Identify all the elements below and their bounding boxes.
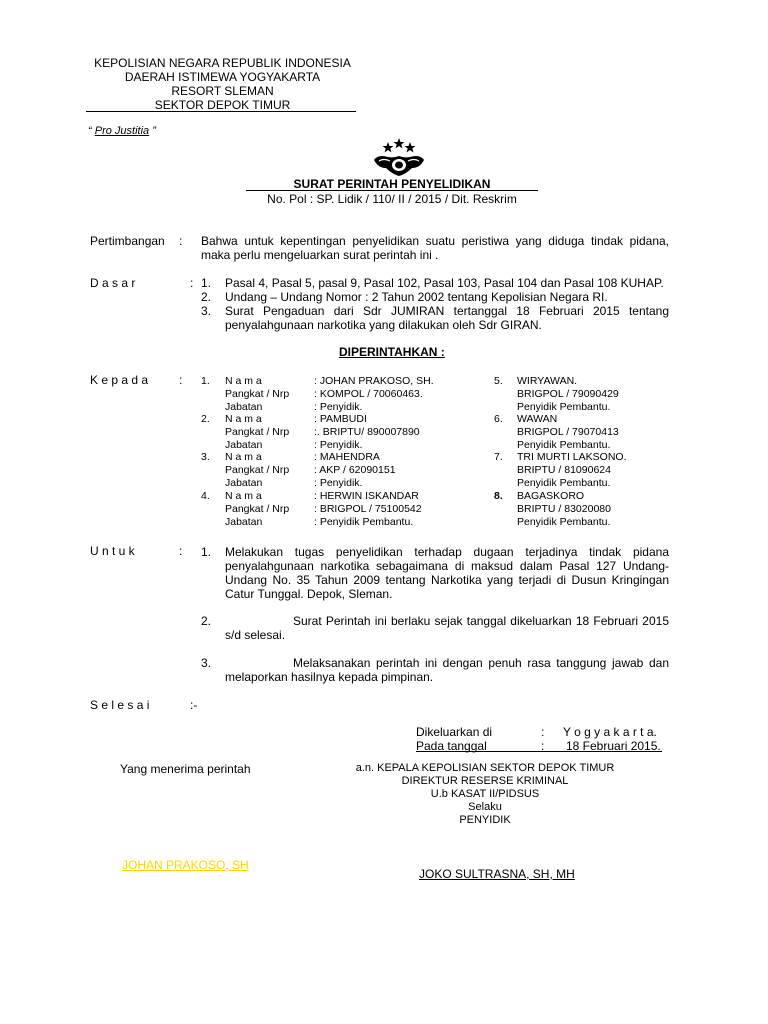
selesai-label: S e l e s a i xyxy=(90,698,150,712)
untuk-colon: : xyxy=(179,544,183,558)
dasar-colon: : xyxy=(190,276,194,290)
person-1-jabatan: : Penyidik. xyxy=(314,401,363,413)
person-3-pangkat: : AKP / 62090151 xyxy=(314,464,396,476)
header-line-4: SEKTOR DEPOK TIMUR xyxy=(154,98,291,112)
person-6-num: 6. xyxy=(494,413,503,425)
person-1-num: 1. xyxy=(201,375,210,387)
untuk-text-2: Surat Perintah ini berlaku sejak tanggal dikeluarkan 18 Februari 2015 s/d selesai. xyxy=(225,614,669,642)
header-underline xyxy=(86,111,356,112)
issuer-line-4: Selaku xyxy=(468,801,502,813)
untuk-num-3: 3. xyxy=(201,656,212,670)
dasar-text-3: Surat Pengaduan dari Sdr JUMIRAN tertanggal 18 Februari 2015 tentang penyalahgunaan narkotika yang dilakukan oleh Sdr GIRAN. xyxy=(225,304,669,332)
person-8-jabatan: Penyidik Pembantu. xyxy=(517,516,611,528)
pro-justitia: “ Pro Justitia ” xyxy=(88,125,156,137)
issued-date-value: 18 Februari 2015. xyxy=(566,739,661,753)
untuk-text-1: Melakukan tugas penyelidikan terhadap dugaan terjadinya tindak pidana penyalahgunaan narkotika sebagaimana di maksud dalam Pasal 127 Undang-Undang No. 35 Tahun 2009 tentang Narkotika yang terjadi di Dusun Kringingan Catur Tunggal. Depok, Sleman. xyxy=(225,545,669,601)
dasar-num-2: 2. xyxy=(201,290,212,304)
person-5-jabatan: Penyidik Pembantu. xyxy=(517,401,611,413)
person-8-num: 8. xyxy=(494,490,503,502)
issuer-line-1: a.n. KEPALA KEPOLISIAN SEKTOR DEPOK TIMUR xyxy=(355,762,615,774)
dasar-text-2: Undang – Undang Nomor : 2 Tahun 2002 tentang Kepolisian Negara RI. xyxy=(225,290,608,304)
title-underline xyxy=(246,190,538,191)
issued-underline xyxy=(416,751,662,752)
person-4-num: 4. xyxy=(201,490,210,502)
person-2-jabatan: : Penyidik. xyxy=(314,439,363,451)
person-6-nama: WAWAN xyxy=(517,413,558,425)
person-6-jabatan: Penyidik Pembantu. xyxy=(517,439,611,451)
receiver-name: JOHAN PRAKOSO, SH xyxy=(122,858,249,872)
person-4-jabatan: : Penyidik Pembantu. xyxy=(314,516,414,528)
person-3-num: 3. xyxy=(201,451,210,463)
person-4-pangkat-label: Pangkat / Nrp xyxy=(225,503,290,515)
issuer-block xyxy=(340,762,630,827)
person-8-pangkat: BRIPTU / 83020080 xyxy=(517,503,611,515)
dasar-num-3: 3. xyxy=(201,304,212,318)
person-2-nama-label: N a m a xyxy=(225,413,262,425)
receiver-label: Yang menerima perintah xyxy=(120,762,251,776)
person-7-nama: TRI MURTI LAKSONO. xyxy=(517,451,627,463)
issuer-line-3: U.b KASAT II/PIDSUS xyxy=(430,788,540,800)
pertimbangan-text: Bahwa untuk kepentingan penyelidikan suatu peristiwa yang diduga tindak pidana, maka perlu mengeluarkan surat perintah ini . xyxy=(201,234,669,262)
person-3-nama-label: N a m a xyxy=(225,451,262,463)
person-5-pangkat: BRIGPOL / 79090429 xyxy=(517,388,619,400)
issued-date-colon: : xyxy=(541,739,545,753)
person-5-num: 5. xyxy=(494,375,503,387)
untuk-num-1: 1. xyxy=(201,545,212,559)
person-3-jabatan-label: Jabatan xyxy=(225,477,263,489)
person-3-pangkat-label: Pangkat / Nrp xyxy=(225,464,290,476)
person-2-jabatan-label: Jabatan xyxy=(225,439,263,451)
pro-justitia-text: Pro Justitia xyxy=(94,125,150,137)
person-4-nama-label: N a m a xyxy=(225,490,262,502)
person-1-jabatan-label: Jabatan xyxy=(225,401,263,413)
header-line-1: KEPOLISIAN NEGARA REPUBLIK INDONESIA xyxy=(94,56,351,70)
issued-place-value: Y o g y a k a r t a. xyxy=(563,725,657,739)
pertimbangan-label: Pertimbangan xyxy=(90,234,165,248)
person-7-pangkat: BRIPTU / 81090624 xyxy=(517,464,611,476)
issued-place-label: Dikeluarkan di xyxy=(416,725,493,739)
person-8-nama: BAGASKORO xyxy=(517,490,585,502)
police-emblem-icon xyxy=(370,138,428,178)
person-2-pangkat-label: Pangkat / Nrp xyxy=(225,426,290,438)
issuer-line-5: PENYIDIK xyxy=(459,814,511,826)
dasar-text-1: Pasal 4, Pasal 5, pasal 9, Pasal 102, Pasal 103, Pasal 104 dan Pasal 108 KUHAP. xyxy=(225,276,664,290)
header-line-3: RESORT SLEMAN xyxy=(171,84,274,98)
issued-place-colon: : xyxy=(541,725,545,739)
kepada-label: K e p a d a xyxy=(90,373,149,387)
person-7-jabatan: Penyidik Pembantu. xyxy=(517,477,611,489)
person-1-pangkat-label: Pangkat / Nrp xyxy=(225,388,290,400)
person-2-nama: : PAMBUDI xyxy=(314,413,367,425)
selesai-value: :- xyxy=(190,698,198,712)
person-2-num: 2. xyxy=(201,413,210,425)
person-6-pangkat: BRIGPOL / 79070413 xyxy=(517,426,619,438)
diperintahkan-heading: DIPERINTAHKAN : xyxy=(339,345,445,359)
person-2-pangkat: :. BRIPTU/ 890007890 xyxy=(314,426,420,438)
person-3-nama: : MAHENDRA xyxy=(314,451,380,463)
header-block xyxy=(80,56,365,112)
untuk-text-3: Melaksanakan perintah ini dengan penuh rasa tanggung jawab dan melaporkan hasilnya kepada pimpinan. xyxy=(225,656,669,684)
dasar-label: D a s a r xyxy=(90,276,136,290)
header-line-2: DAERAH ISTIMEWA YOGYAKARTA xyxy=(124,70,321,84)
untuk-num-2: 2. xyxy=(201,614,212,628)
person-1-nama-label: N a m a xyxy=(225,375,262,387)
person-1-nama: : JOHAN PRAKOSO, SH. xyxy=(314,375,434,387)
document-number: No. Pol : SP. Lidik / 110/ II / 2015 / Dit. Reskrim xyxy=(267,192,517,206)
issuer-line-2: DIREKTUR RESERSE KRIMINAL xyxy=(401,775,569,787)
person-3-jabatan: : Penyidik. xyxy=(314,477,363,489)
untuk-label: U n t u k xyxy=(90,544,135,558)
issued-date-label: Pada tanggal xyxy=(416,739,487,753)
person-5-nama: WIRYAWAN. xyxy=(517,375,578,387)
person-4-nama: : HERWIN ISKANDAR xyxy=(314,490,419,502)
dasar-num-1: 1. xyxy=(201,276,212,290)
person-4-jabatan-label: Jabatan xyxy=(225,516,263,528)
kepada-colon: : xyxy=(179,373,183,387)
document-title: SURAT PERINTAH PENYELIDIKAN xyxy=(293,177,491,191)
issuer-name: JOKO SULTRASNA, SH, MH xyxy=(419,867,575,881)
person-7-num: 7. xyxy=(494,451,503,463)
person-4-pangkat: : BRIGPOL / 75100542 xyxy=(314,503,422,515)
person-1-pangkat: : KOMPOL / 70060463. xyxy=(314,388,423,400)
pertimbangan-colon: : xyxy=(179,234,183,248)
